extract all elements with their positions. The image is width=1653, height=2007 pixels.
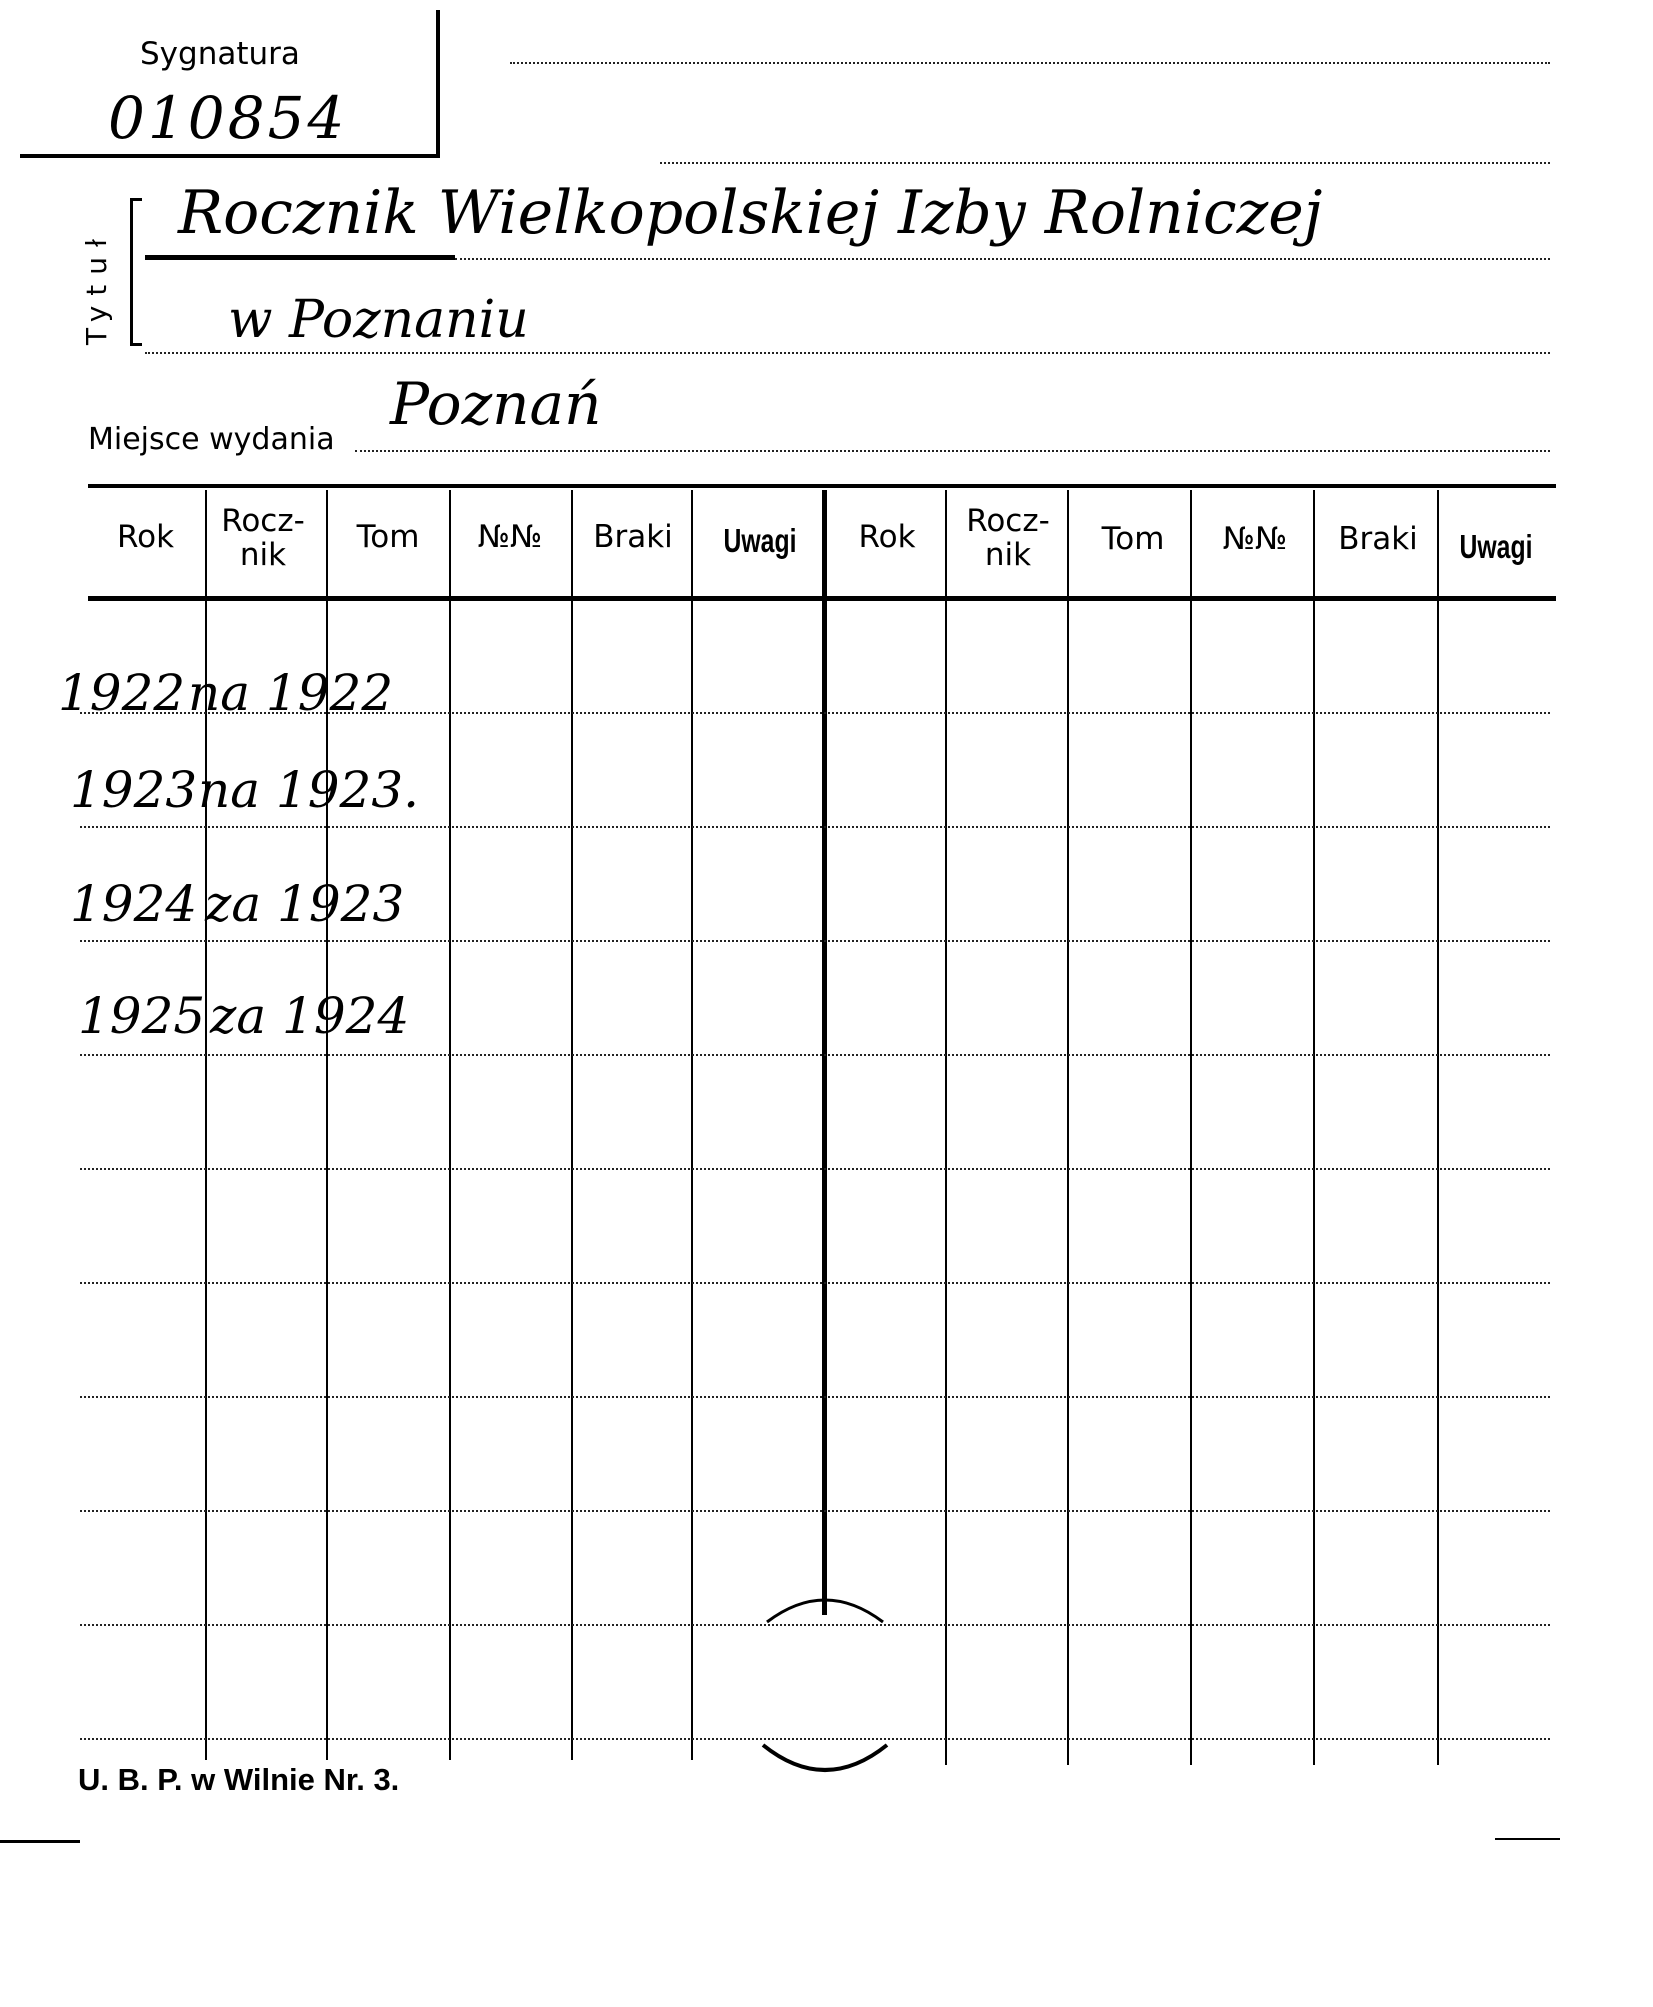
top-blank-line-1 xyxy=(510,62,1550,64)
signature-box xyxy=(20,0,438,158)
row-line xyxy=(80,1738,1550,1740)
place-label: Miejsce wydania xyxy=(88,422,335,457)
row-3-rok: 1924 xyxy=(70,875,198,933)
row-line xyxy=(80,1168,1550,1170)
row-line xyxy=(80,1396,1550,1398)
title-line-1-dots xyxy=(455,258,1550,260)
title-line-2-dots xyxy=(145,352,1550,354)
row-line xyxy=(80,940,1550,942)
footer-imprint: U. B. P. w Wilnie Nr. 3. xyxy=(78,1762,400,1797)
row-line xyxy=(80,1624,1550,1626)
top-blank-line-2 xyxy=(660,162,1550,164)
header-numbers-right: №№ xyxy=(1222,521,1288,557)
place-dots xyxy=(355,450,1550,452)
header-tom-left: Tom xyxy=(356,519,420,555)
row-line xyxy=(80,1282,1550,1284)
row-4-rocznik: za 1924 xyxy=(210,987,410,1045)
title-underline xyxy=(145,255,455,260)
signature-number: 010854 xyxy=(108,84,348,152)
row-line xyxy=(80,826,1550,828)
header-uwagi-right: Uwagi xyxy=(1459,528,1533,565)
row-4-rok: 1925 xyxy=(78,987,206,1045)
row-2-rok: 1923 xyxy=(70,761,198,819)
column-line xyxy=(449,490,451,1760)
header-rocznik-left: Rocz-nik xyxy=(221,503,305,573)
column-line xyxy=(945,490,947,1765)
row-line xyxy=(80,1510,1550,1512)
row-line xyxy=(80,1054,1550,1056)
column-line xyxy=(1313,490,1315,1765)
header-rocznik-right: Rocz-nik xyxy=(966,503,1050,573)
row-2-rocznik: na 1923. xyxy=(198,761,420,819)
header-numbers-left: №№ xyxy=(477,519,543,555)
title-vertical-label: Tytuł xyxy=(80,229,113,345)
row-1-rocznik: na 1922 xyxy=(188,664,394,722)
column-line xyxy=(571,490,573,1760)
row-1-rok: 1922 xyxy=(58,664,186,722)
title-bracket xyxy=(130,198,133,346)
column-line xyxy=(1437,490,1439,1765)
bottom-right-scan-mark xyxy=(1495,1838,1560,1840)
table-top-rule xyxy=(88,484,1556,488)
column-line xyxy=(1067,490,1069,1765)
title-line-1: Rocznik Wielkopolskiej Izby Rolniczej xyxy=(178,178,1323,248)
bottom-left-scan-mark xyxy=(0,1840,80,1843)
header-tom-right: Tom xyxy=(1101,521,1165,557)
header-rok-right: Rok xyxy=(858,519,916,555)
signature-label: Sygnatura xyxy=(140,36,300,72)
center-divider xyxy=(822,490,827,1615)
column-line xyxy=(1190,490,1192,1765)
header-braki-right: Braki xyxy=(1338,521,1418,557)
binding-hole xyxy=(755,1590,895,1775)
header-uwagi-left: Uwagi xyxy=(723,522,797,559)
column-line xyxy=(691,490,693,1760)
title-line-2: w Poznaniu xyxy=(228,290,529,350)
header-braki-left: Braki xyxy=(593,519,673,555)
header-rok-left: Rok xyxy=(116,519,175,555)
place-value: Poznań xyxy=(390,370,602,438)
row-3-rocznik: za 1923 xyxy=(205,875,405,933)
